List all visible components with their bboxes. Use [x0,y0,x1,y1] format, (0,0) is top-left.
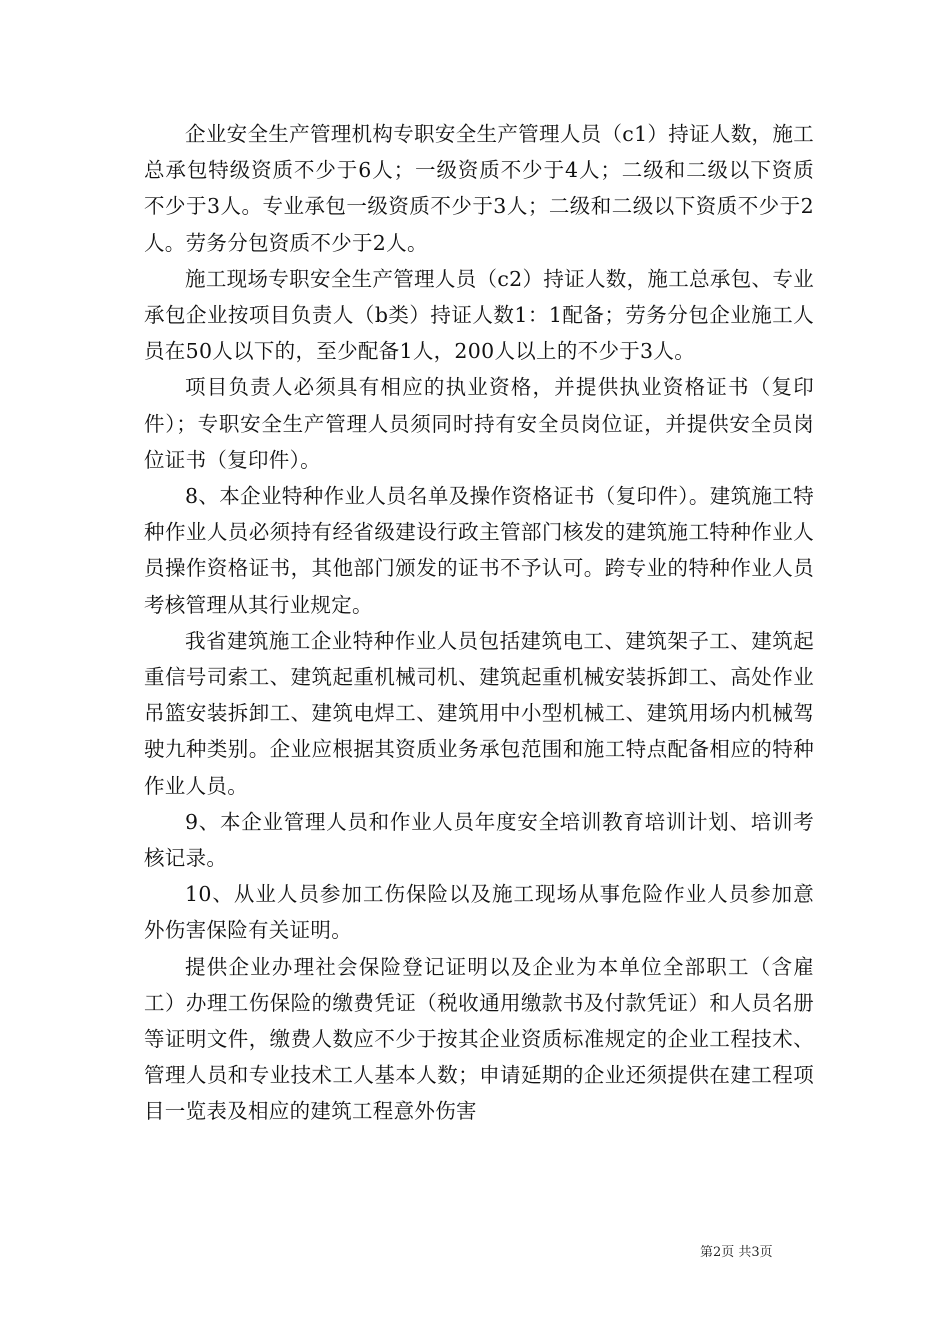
paragraph-special-workers: 我省建筑施工企业特种作业人员包括建筑电工、建筑架子工、建筑起重信号司索工、建筑起重机械司机、建筑起重机械安装拆卸工、高处作业吊篮安装拆卸工、建筑电焊工、建筑用中小型机械工、建筑用场内机械驾驶九种类别。企业应根据其资质业务承包范围和施工特点配备相应的特种作业人员。 [144,628,814,798]
paragraph-c1-staff: 企业安全生产管理机构专职安全生产管理人员（c1）持证人数，施工总承包特级资质不少于6人；一级资质不少于4人；二级和二级以下资质不少于3人。专业承包一级资质不少于3人；二级和二级以下资质不少于2人。劳务分包资质不少于2人。 [144,122,814,255]
paragraph-social-insurance: 提供企业办理社会保险登记证明以及企业为本单位全部职工（含雇工）办理工伤保险的缴费凭证（税收通用缴款书及付款凭证）和人员名册等证明文件，缴费人数应不少于按其企业资质标准规定的企业工程技术、管理人员和专业技术工人基本人数；申请延期的企业还须提供在建工程项目一览表及相应的建筑工程意外伤害 [144,954,814,1124]
page-number-footer: 第2页 共3页 [700,1245,773,1260]
document-body [144,116,814,1130]
paragraph-item-10: 10、从业人员参加工伤保险以及施工现场从事危险作业人员参加意外伤害保险有关证明。 [144,882,814,943]
paragraph-c2-staff: 施工现场专职安全生产管理人员（c2）持证人数，施工总承包、专业承包企业按项目负责人（b类）持证人数1：1配备；劳务分包企业施工人员在50人以下的，至少配备1人，200人以上的不少于3人。 [144,266,814,364]
paragraph-project-leader: 项目负责人必须具有相应的执业资格，并提供执业资格证书（复印件）；专职安全生产管理人员须同时持有安全员岗位证，并提供安全员岗位证书（复印件）。 [144,375,814,472]
paragraph-item-8: 8、本企业特种作业人员名单及操作资格证书（复印件）。建筑施工特种作业人员必须持有经省级建设行政主管部门核发的建筑施工特种作业人员操作资格证书，其他部门颁发的证书不予认可。跨专业的特种作业人员考核管理从其行业规定。 [144,484,814,617]
paragraph-item-9: 9、本企业管理人员和作业人员年度安全培训教育培训计划、培训考核记录。 [144,809,814,871]
